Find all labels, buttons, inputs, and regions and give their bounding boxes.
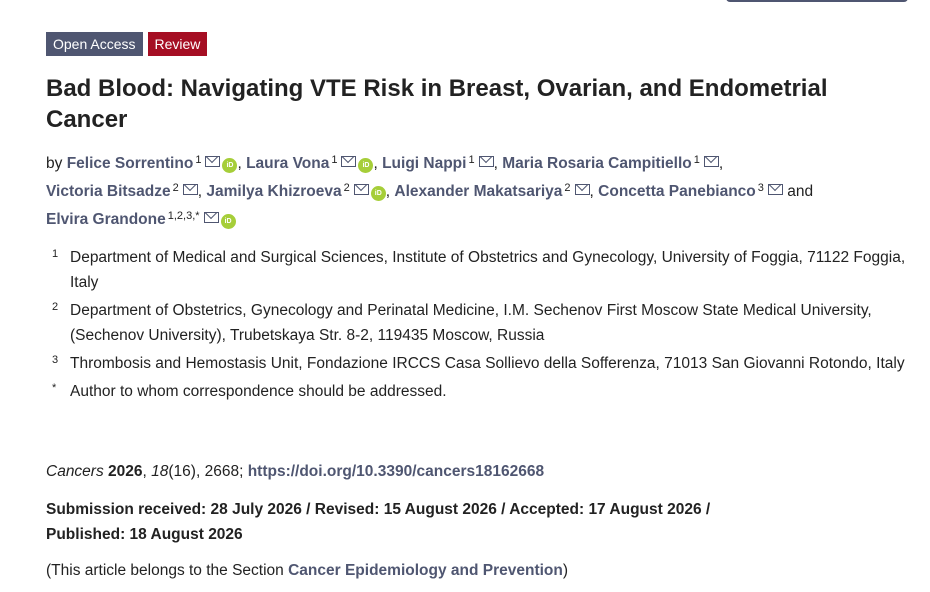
author-affiliation-sup: 1 (468, 154, 475, 166)
author-link[interactable]: Jamilya Khizroeva (206, 183, 342, 200)
affiliation-number: 2 (52, 301, 59, 313)
author-link[interactable]: Victoria Bitsadze (46, 183, 171, 200)
mail-icon[interactable] (354, 184, 369, 195)
author-link[interactable]: Maria Rosaria Campitiello (502, 155, 692, 172)
affiliation-text: Author to whom correspondence should be addressed. (70, 383, 447, 400)
mail-icon[interactable] (575, 184, 590, 195)
article-title: Bad Blood: Navigating VTE Risk in Breast, Ovarian, and Endometrial Cancer (46, 75, 828, 133)
affiliation-text: Department of Medical and Surgical Sciences, Institute of Obstetrics and Gynecology, University of Foggia, 71122 Foggia, Italy (70, 249, 906, 291)
citation-issue: (16) (168, 463, 196, 480)
mail-icon[interactable] (205, 156, 220, 167)
affiliation-item (52, 379, 912, 404)
mail-icon[interactable] (768, 184, 783, 195)
orcid-icon[interactable]: iD (371, 186, 386, 201)
authors-conjunction: and (787, 183, 814, 200)
citation-article: , 2668; (195, 463, 248, 480)
publication-dates (46, 497, 786, 547)
doi-link[interactable]: https://doi.org/10.3390/cancers18162668 (247, 463, 545, 480)
mail-icon[interactable] (183, 184, 198, 195)
mail-icon[interactable] (341, 156, 356, 167)
affiliation-number: 3 (52, 354, 59, 366)
section-suffix: ) (562, 562, 569, 579)
section-note (46, 559, 568, 583)
author-affiliation-sup: 3 (757, 182, 764, 194)
affiliation-number: 1 (52, 248, 59, 260)
orcid-icon[interactable]: iD (221, 214, 236, 229)
affiliation-item (52, 351, 912, 376)
author-affiliation-sup: 2 (564, 182, 571, 194)
mail-icon[interactable] (704, 156, 719, 167)
citation-line: Cancers 2026, 18(16), 2668; https://doi.org/10.3390/cancers18162668 (46, 463, 545, 480)
author-link[interactable]: Luigi Nappi (382, 155, 467, 172)
citation-volume: 18 (151, 463, 169, 480)
affiliation-text: Department of Obstetrics, Gynecology and Perinatal Medicine, I.M. Sechenov First Moscow State Medical University, (Sechenov University), Trubetskaya Str. 8-2, 119435 Moscow, Russia (70, 302, 872, 344)
dates-line-2: Published: 18 August 2026 (46, 526, 243, 543)
section-link[interactable]: Cancer Epidemiology and Prevention (288, 562, 563, 579)
affiliation-number: * (52, 382, 57, 394)
author-link[interactable]: Alexander Makatsariya (394, 183, 563, 200)
orcid-icon[interactable]: iD (222, 158, 237, 173)
affiliation-item (52, 298, 912, 348)
mail-icon[interactable] (479, 156, 494, 167)
authors-prefix: by (46, 155, 63, 172)
author-link[interactable]: Elvira Grandone (46, 211, 166, 228)
author-affiliation-sup: 1 (693, 154, 700, 166)
affiliations-list (52, 245, 912, 407)
review-badge[interactable]: Review (148, 32, 208, 56)
article-badges (46, 32, 207, 56)
dates-line-1: Submission received: 28 July 2026 / Revised: 15 August 2026 / Accepted: 17 August 2026 / (46, 501, 711, 518)
author-link[interactable]: Felice Sorrentino (66, 155, 194, 172)
author-list: by Felice Sorrentino $^1$ iD , Laura Vona $^1$ iD , Luigi Nappi $^1$ , Maria Rosaria Campitiello $^1$ , Victoria Bitsadze $^2$ , Jamilya Khizroeva $^2$ iD , Alexander Makatsariya $^2$ , Concetta Panebianco $^3$ and Elvira Grandone $^{1,2,3,*}$ iD (46, 154, 814, 228)
citation-year: 2026 (108, 463, 143, 480)
journal-name: Cancers (46, 463, 104, 480)
top-right-button[interactable] (726, 0, 908, 2)
author-affiliation-sup: 1 (195, 154, 202, 166)
author-link[interactable]: Concetta Panebianco (598, 183, 756, 200)
author-link[interactable]: Laura Vona (246, 155, 330, 172)
open-access-badge[interactable]: Open Access (46, 32, 143, 56)
section-prefix: (This article belongs to the Section (46, 562, 289, 579)
author-affiliation-sup: 1 (331, 154, 338, 166)
author-affiliation-sup: 1,2,3,* (167, 210, 200, 222)
affiliation-item (52, 245, 912, 295)
orcid-icon[interactable]: iD (358, 158, 373, 173)
mail-icon[interactable] (204, 212, 219, 223)
author-affiliation-sup: 2 (343, 182, 350, 194)
author-affiliation-sup: 2 (172, 182, 179, 194)
affiliation-text: Thrombosis and Hemostasis Unit, Fondazione IRCCS Casa Sollievo della Sofferenza, 71013 San Giovanni Rotondo, Italy (70, 355, 905, 372)
